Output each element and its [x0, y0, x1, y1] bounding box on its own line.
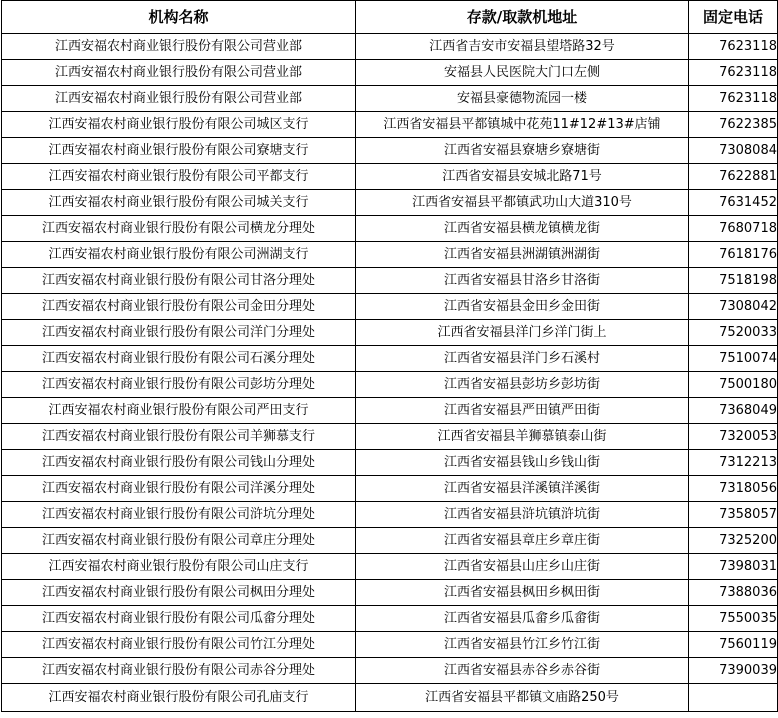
table-row: [2, 372, 778, 398]
table-row: [2, 86, 778, 112]
table-row: [2, 346, 778, 372]
branch-phone: 7320053: [689, 424, 778, 450]
branch-address: 江西省安福县彭坊乡彭坊街: [356, 372, 689, 398]
branch-phone: 7518198: [689, 268, 778, 294]
branch-name: 江西安福农村商业银行股份有限公司横龙分理处: [2, 216, 356, 242]
table-row: [2, 190, 778, 216]
table-row: [2, 476, 778, 502]
branch-name: 江西安福农村商业银行股份有限公司金田分理处: [2, 294, 356, 320]
branch-phone: [689, 684, 778, 712]
branch-name: 江西安福农村商业银行股份有限公司甘洛分理处: [2, 268, 356, 294]
table-row: [2, 112, 778, 138]
branch-address: 江西省安福县赤谷乡赤谷街: [356, 658, 689, 684]
branch-phone: 7622881: [689, 164, 778, 190]
branch-address: 江西省吉安市安福县望塔路32号: [356, 34, 689, 60]
branch-phone: 7388036: [689, 580, 778, 606]
table-row: [2, 34, 778, 60]
table-row: [2, 632, 778, 658]
table-row: [2, 424, 778, 450]
branch-name: 江西安福农村商业银行股份有限公司营业部: [2, 60, 356, 86]
branch-name: 江西安福农村商业银行股份有限公司赤谷分理处: [2, 658, 356, 684]
branch-phone: 7623118: [689, 86, 778, 112]
branch-name: 江西安福农村商业银行股份有限公司城关支行: [2, 190, 356, 216]
branch-phone: 7368049: [689, 398, 778, 424]
branch-address: 江西省安福县平都镇武功山大道310号: [356, 190, 689, 216]
branch-phone: 7623118: [689, 34, 778, 60]
branch-phone: 7550035: [689, 606, 778, 632]
branch-phone: 7308042: [689, 294, 778, 320]
table-row: [2, 658, 778, 684]
branch-address: 江西省安福县平都镇文庙路250号: [356, 684, 689, 712]
branch-address: 江西省安福县山庄乡山庄街: [356, 554, 689, 580]
branch-address: 江西省安福县安城北路71号: [356, 164, 689, 190]
branch-address: 江西省安福县甘洛乡甘洛街: [356, 268, 689, 294]
branch-name: 江西安福农村商业银行股份有限公司洲湖支行: [2, 242, 356, 268]
branch-phone: 7618176: [689, 242, 778, 268]
branch-address: 江西省安福县钱山乡钱山街: [356, 450, 689, 476]
branch-phone: 7308084: [689, 138, 778, 164]
branch-phone: 7680718: [689, 216, 778, 242]
branch-name: 江西安福农村商业银行股份有限公司洋溪分理处: [2, 476, 356, 502]
table-row: [2, 164, 778, 190]
branch-address: 江西省安福县寮塘乡寮塘街: [356, 138, 689, 164]
header-address: 存款/取款机地址: [356, 1, 689, 34]
branch-name: 江西安福农村商业银行股份有限公司孔庙支行: [2, 684, 356, 712]
branch-address: 江西省安福县严田镇严田街: [356, 398, 689, 424]
branch-address: 江西省安福县章庄乡章庄街: [356, 528, 689, 554]
branch-phone: 7520033: [689, 320, 778, 346]
table-row: [2, 268, 778, 294]
branch-phone: 7510074: [689, 346, 778, 372]
table-row: [2, 554, 778, 580]
branch-address: 江西省安福县枫田乡枫田街: [356, 580, 689, 606]
branch-name: 江西安福农村商业银行股份有限公司严田支行: [2, 398, 356, 424]
header-phone: 固定电话: [689, 1, 778, 34]
table-row: [2, 60, 778, 86]
branch-name: 江西安福农村商业银行股份有限公司竹江分理处: [2, 632, 356, 658]
branch-address: 安福县豪德物流园一楼: [356, 86, 689, 112]
table-row: [2, 242, 778, 268]
branch-table: [1, 0, 778, 712]
branch-name: 江西安福农村商业银行股份有限公司洋门分理处: [2, 320, 356, 346]
branch-address: 江西省安福县瓜畲乡瓜畲街: [356, 606, 689, 632]
header-name: 机构名称: [2, 1, 356, 34]
table-row: [2, 684, 778, 712]
branch-phone: 7358057: [689, 502, 778, 528]
branch-address: 江西省安福县竹江乡竹江街: [356, 632, 689, 658]
branch-address: 安福县人民医院大门口左侧: [356, 60, 689, 86]
branch-address: 江西省安福县洋门乡石溪村: [356, 346, 689, 372]
branch-name: 江西安福农村商业银行股份有限公司浒坑分理处: [2, 502, 356, 528]
table-row: [2, 450, 778, 476]
branch-phone: 7312213: [689, 450, 778, 476]
branch-name: 江西安福农村商业银行股份有限公司彭坊分理处: [2, 372, 356, 398]
table-row: [2, 398, 778, 424]
branch-phone: 7631452: [689, 190, 778, 216]
branch-phone: 7623118: [689, 60, 778, 86]
branch-phone: 7622385: [689, 112, 778, 138]
branch-address: 江西省安福县金田乡金田街: [356, 294, 689, 320]
branch-name: 江西安福农村商业银行股份有限公司平都支行: [2, 164, 356, 190]
branch-address: 江西省安福县浒坑镇浒坑街: [356, 502, 689, 528]
branch-phone: 7398031: [689, 554, 778, 580]
branch-address: 江西省安福县平都镇城中花苑11#12#13#店铺: [356, 112, 689, 138]
table-row: [2, 216, 778, 242]
branch-name: 江西安福农村商业银行股份有限公司瓜畲分理处: [2, 606, 356, 632]
branch-name: 江西安福农村商业银行股份有限公司钱山分理处: [2, 450, 356, 476]
branch-name: 江西安福农村商业银行股份有限公司城区支行: [2, 112, 356, 138]
branch-phone: 7560119: [689, 632, 778, 658]
branch-phone: 7390039: [689, 658, 778, 684]
branch-phone: 7325200: [689, 528, 778, 554]
table-row: [2, 138, 778, 164]
branch-address: 江西省安福县洲湖镇洲湖街: [356, 242, 689, 268]
table-row: [2, 580, 778, 606]
branch-name: 江西安福农村商业银行股份有限公司章庄分理处: [2, 528, 356, 554]
table-row: [2, 502, 778, 528]
branch-name: 江西安福农村商业银行股份有限公司枫田分理处: [2, 580, 356, 606]
branch-address: 江西省安福县洋溪镇洋溪街: [356, 476, 689, 502]
table-row: [2, 320, 778, 346]
branch-address: 江西省安福县洋门乡洋门街上: [356, 320, 689, 346]
table-row: [2, 294, 778, 320]
branch-name: 江西安福农村商业银行股份有限公司营业部: [2, 34, 356, 60]
branch-name: 江西安福农村商业银行股份有限公司寮塘支行: [2, 138, 356, 164]
branch-name: 江西安福农村商业银行股份有限公司石溪分理处: [2, 346, 356, 372]
branch-address: 江西省安福县横龙镇横龙街: [356, 216, 689, 242]
table-row: [2, 528, 778, 554]
branch-phone: 7500180: [689, 372, 778, 398]
branch-address: 江西省安福县羊狮慕镇泰山街: [356, 424, 689, 450]
branch-name: 江西安福农村商业银行股份有限公司营业部: [2, 86, 356, 112]
branch-name: 江西安福农村商业银行股份有限公司羊狮慕支行: [2, 424, 356, 450]
header-row: [2, 1, 778, 34]
branch-name: 江西安福农村商业银行股份有限公司山庄支行: [2, 554, 356, 580]
branch-phone: 7318056: [689, 476, 778, 502]
table-row: [2, 606, 778, 632]
